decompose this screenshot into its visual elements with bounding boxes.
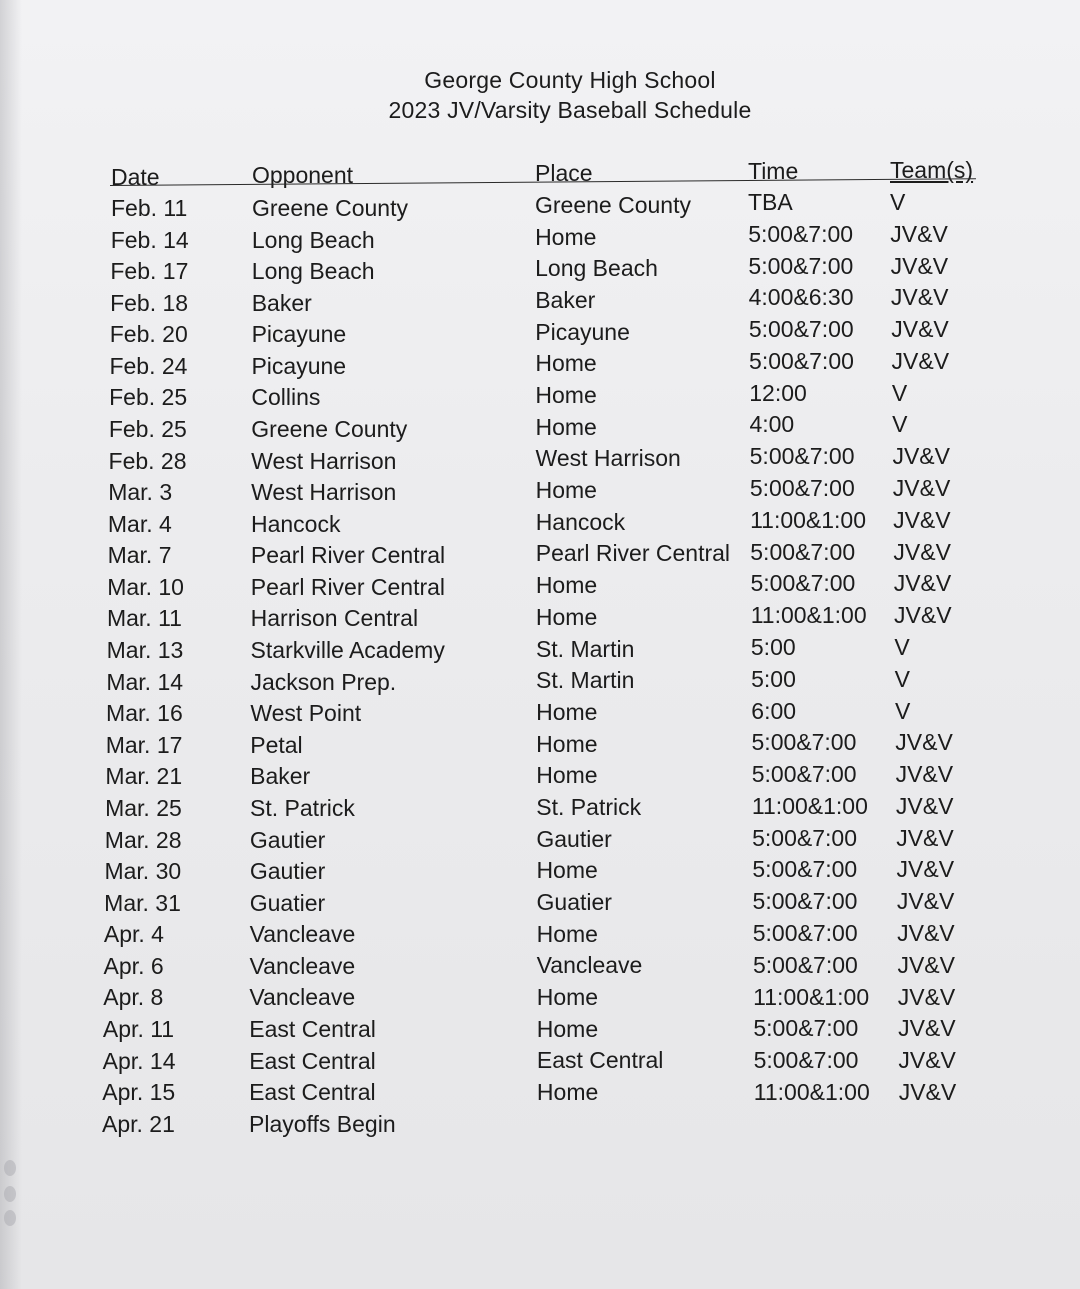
cell-place: Picayune [535,318,630,345]
cell-date: Mar. 25 [105,794,182,821]
cell-place: Home [535,223,597,250]
cell-opponent: Harrison Central [250,605,419,632]
table-row [0,316,1080,349]
table-row [0,443,1080,476]
cell-time: 5:00&7:00 [752,824,857,851]
table-row [0,572,1080,602]
cell-place: Home [535,572,598,599]
cell-place: Home [535,413,597,440]
cell-place: Home [536,920,598,947]
table-row [0,667,1080,697]
cell-date: Feb. 24 [109,352,188,379]
cell-date: Feb. 20 [109,321,188,348]
cell-date: Apr. 6 [103,952,164,979]
cell-date: Feb. 18 [110,289,189,316]
cell-place: West Harrison [535,445,681,472]
cell-team: JV&V [892,475,951,502]
cell-date: Feb. 25 [108,416,187,443]
cell-opponent: Picayune [251,352,347,379]
table-row [0,635,1080,665]
table-row [0,347,1080,381]
cell-time: 5:00&7:00 [753,1015,859,1042]
table-row [0,1109,1080,1139]
cell-date: Mar. 13 [106,637,184,664]
cell-opponent: Baker [251,289,312,316]
cell-time: 5:00&7:00 [748,220,854,247]
header-place: Place [535,160,593,186]
cell-date: Mar. 28 [104,826,182,853]
table-row [0,477,1080,507]
cell-place: Home [535,350,597,377]
cell-date: Mar. 7 [107,542,172,569]
cell-time: 5:00&7:00 [749,347,854,374]
cell-opponent: Collins [251,384,321,411]
cell-place: Hancock [535,508,626,535]
cell-time: 11:00&1:00 [753,983,870,1010]
cell-date: Feb. 11 [111,195,188,221]
cell-place: Home [536,698,598,725]
table-row [0,698,1080,728]
cell-time: 5:00&7:00 [750,570,856,597]
cell-time: 6:00 [751,697,797,724]
cell-date: Mar. 10 [107,573,184,600]
table-row [0,411,1080,444]
cell-opponent: Playoffs Begin [249,1110,396,1137]
cell-opponent: Gautier [249,858,326,885]
cell-team: V [894,665,910,692]
cell-place: Home [536,1079,599,1106]
cell-time: 4:00&6:30 [748,284,854,311]
cell-opponent: Greene County [251,416,408,443]
cell-opponent: St. Patrick [250,794,355,821]
cell-time: 12:00 [749,379,807,406]
cell-place: Long Beach [535,255,658,282]
schedule-title: 2023 JV/Varsity Baseball Schedule [388,97,752,123]
cell-opponent: Guatier [249,889,326,916]
cell-opponent: Vancleave [249,952,356,979]
cell-place: Home [536,857,598,884]
cell-place: Home [535,382,597,409]
cell-team: JV&V [890,220,948,247]
table-row [0,919,1080,949]
cell-team: JV&V [897,983,956,1010]
cell-team: JV&V [892,443,950,470]
header-time: Time [748,158,799,184]
cell-opponent: Gautier [249,826,326,853]
cell-place: Home [536,1015,599,1042]
table-row [0,951,1080,981]
cell-opponent: West Point [250,700,362,727]
cell-date: Feb. 17 [110,258,189,285]
cell-place: St. Martin [536,667,635,694]
cell-date: Feb. 14 [110,226,189,253]
cell-date: Mar. 16 [106,700,183,727]
cell-place: Home [536,762,598,789]
cell-time: 5:00&7:00 [748,252,854,279]
cell-date: Mar. 17 [105,731,183,758]
table-row [0,793,1080,823]
cell-opponent: Hancock [250,510,341,537]
cell-team: JV&V [895,792,954,819]
cell-time: 4:00 [749,411,795,438]
cell-date: Apr. 14 [102,1047,176,1074]
cell-place: Home [536,983,599,1010]
header-date: Date [111,164,160,190]
cell-time: 5:00&7:00 [749,443,855,470]
cell-place: Vancleave [536,952,643,979]
cell-team: JV&V [896,824,954,851]
cell-place: Home [535,477,597,504]
cell-date: Mar. 4 [107,510,172,537]
cell-team: JV&V [891,316,949,343]
cell-date: Mar. 14 [106,668,184,695]
cell-opponent: West Harrison [251,447,397,474]
cell-place: Greene County [535,192,691,218]
table-row [0,888,1080,918]
cell-opponent: Pearl River Central [250,573,446,600]
cell-place: Gautier [536,825,612,852]
cell-team: JV&V [897,920,955,946]
cell-place: Home [535,603,598,630]
cell-time: 5:00&7:00 [752,888,858,915]
cell-time: 5:00&7:00 [748,316,854,343]
cell-team: JV&V [894,602,952,629]
cell-time: 5:00&7:00 [752,920,858,946]
cell-opponent: Vancleave [249,984,356,1011]
cell-time: 5:00&7:00 [751,729,857,756]
table-row [0,761,1080,791]
cell-team: V [894,633,910,660]
cell-team: JV&V [896,888,955,915]
cell-opponent: Long Beach [251,226,375,253]
table-row [0,730,1080,760]
cell-time: 5:00&7:00 [751,761,857,788]
cell-date: Apr. 15 [102,1079,176,1106]
cell-team: JV&V [897,951,955,978]
cell-time: 5:00&7:00 [752,856,858,883]
cell-time: 5:00 [751,665,796,692]
cell-opponent: Greene County [252,195,408,221]
cell-team: JV&V [890,284,949,311]
table-row [0,1014,1080,1044]
cell-place: St. Patrick [536,793,642,820]
cell-team: JV&V [895,761,954,788]
cell-date: Apr. 21 [102,1110,175,1137]
cell-date: Feb. 28 [108,447,187,474]
cell-date: Feb. 25 [109,384,188,411]
cell-date: Mar. 11 [106,605,182,632]
cell-team: V [894,697,911,724]
table-row [0,856,1080,886]
header-teams: Team(s) [890,157,974,183]
cell-date: Mar. 31 [104,889,181,916]
table-row [0,506,1080,539]
cell-date: Apr. 8 [103,984,164,1011]
cell-time: 11:00&1:00 [753,1078,870,1105]
cell-date: Apr. 4 [103,921,164,948]
cell-time: 11:00&1:00 [750,602,867,629]
cell-time: 11:00&1:00 [750,506,867,533]
cell-date: Mar. 3 [108,479,173,506]
cell-team: JV&V [893,538,951,565]
header-opponent: Opponent [252,162,354,188]
cell-opponent: Jackson Prep. [250,668,397,695]
cell-date: Mar. 30 [104,858,182,885]
cell-team: JV&V [895,729,953,756]
cell-time: 5:00&7:00 [753,1047,859,1074]
cell-team: JV&V [891,347,950,374]
cell-opponent: Petal [250,731,303,758]
table-row [0,825,1080,855]
cell-opponent: Pearl River Central [250,542,446,569]
cell-date: Apr. 11 [102,1015,175,1042]
cell-place: Baker [535,287,596,314]
cell-place: East Central [536,1047,664,1074]
table-row [0,603,1080,633]
school-title: George County High School [424,67,716,93]
cell-team: JV&V [898,1047,956,1074]
cell-opponent: East Central [249,1047,376,1074]
table-row [0,540,1080,570]
cell-team: V [891,379,908,406]
cell-opponent: Vancleave [249,921,356,948]
cell-opponent: Picayune [251,321,347,348]
cell-team: JV&V [896,856,955,883]
cell-opponent: Long Beach [251,258,375,285]
table-row [0,1077,1080,1107]
cell-time: TBA [748,189,793,215]
cell-opponent: West Harrison [251,479,397,506]
cell-opponent: East Central [249,1079,376,1106]
cell-team: JV&V [890,252,949,279]
cell-opponent: Starkville Academy [250,637,445,664]
cell-opponent: East Central [249,1015,376,1042]
cell-team: JV&V [898,1015,956,1042]
cell-date: Mar. 21 [105,763,183,790]
cell-team: JV&V [898,1078,957,1105]
cell-place: Home [536,730,598,757]
cell-time: 5:00&7:00 [749,475,855,502]
cell-time: 5:00 [750,633,796,660]
cell-time: 5:00&7:00 [752,951,858,978]
cell-team: JV&V [893,570,952,597]
cell-place: Pearl River Central [535,540,731,567]
cell-place: St. Martin [535,635,635,662]
cell-team: V [890,189,906,215]
cell-team: V [892,411,908,438]
table-row [0,982,1080,1012]
cell-time: 5:00&7:00 [750,538,856,565]
cell-team: JV&V [893,506,951,533]
cell-time: 11:00&1:00 [751,792,868,819]
table-row [0,379,1080,412]
cell-opponent: Baker [250,763,311,790]
cell-place: Guatier [536,888,612,915]
table-row [0,1046,1080,1076]
